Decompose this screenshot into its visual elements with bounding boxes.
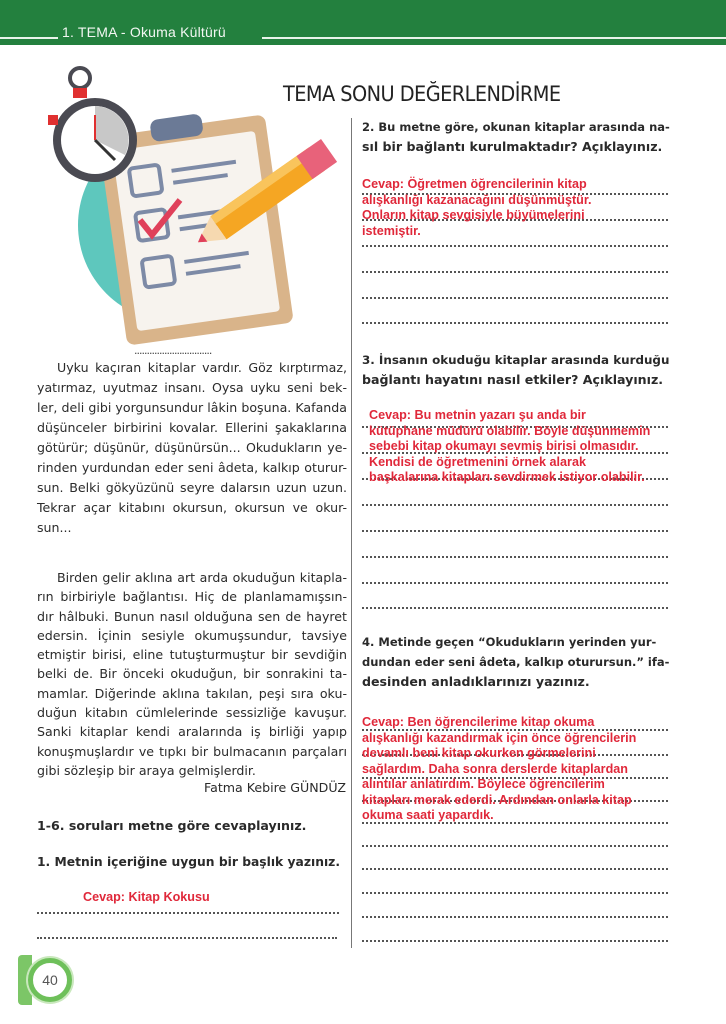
question-text: bağlantı hayatını nasıl etkiler? Açıklayınız. — [362, 372, 664, 387]
text-line: belki de. Bir önceki okuduğun, bir sonrakini ta- — [37, 666, 347, 682]
answer-line[interactable] — [362, 245, 668, 247]
text-title-blank: ............................... — [134, 344, 212, 357]
text-line: Birden gelir aklına art arda okuduğun kitapla- — [57, 570, 347, 585]
answer-text: Cevap: Öğretmen öğrencilerinin kitap — [362, 177, 587, 191]
answer-line[interactable] — [362, 916, 668, 918]
text-line: düşünceler birbirini kovalar. Ellerini şakaklarına — [37, 420, 347, 435]
answer-text: kütüphane müdürü olabilir. Böyle düşünmemin — [369, 423, 651, 438]
answer-text: alışkanlığı kazandırmak için önce öğrencilerin — [362, 730, 637, 745]
question-text: 1. Metnin içeriğine uygun bir başlık yazınız. — [37, 855, 341, 869]
text-line: mamlar. Diğerinde aklına takılan, peşi sıra oku- — [37, 685, 347, 701]
text-line: Sanki kitaplar kendi aralarında iş birliği yapıp — [37, 724, 347, 740]
answer-text: sağlardım. Daha sonra derslerde kitaplardan — [362, 761, 628, 776]
answer-text: Cevap: Kitap Kokusu — [83, 890, 210, 904]
text-line: yatırmaz, uyutmaz insanı. Oysa uyku seni bek- — [37, 380, 347, 395]
answer-line[interactable] — [362, 868, 668, 870]
question-4 — [362, 632, 669, 692]
column-divider — [351, 118, 352, 948]
answer-text: başkalarına kitapları sevdirmek istiyor olabilir. — [369, 470, 645, 484]
text-line: sun. Belki gökyüzünü seyre dalarsın uzun uzun. — [37, 480, 347, 495]
answer-text: devamlı beni kitap okurken görmelerini — [362, 746, 596, 760]
answer-2[interactable] — [362, 177, 592, 239]
answer-line[interactable] — [362, 322, 668, 324]
answer-line[interactable] — [362, 530, 668, 532]
question-text: sıl bir bağlantı kurulmaktadır? Açıklayınız. — [362, 139, 663, 154]
answer-text: sebebi kitap okumayı sevmiş birisi olmasıdır. — [369, 439, 639, 453]
question-text: 3. İnsanın okuduğu kitaplar arasında kurduğu — [362, 353, 670, 367]
header-rule-right — [262, 37, 726, 39]
page-title: TEMA SONU DEĞERLENDİRME — [283, 82, 561, 106]
answer-text: alışkanlığı kazanacağını düşünmüştür. — [362, 192, 592, 207]
instructions — [37, 816, 306, 836]
answer-line[interactable] — [37, 912, 339, 914]
stopwatch-icon — [48, 68, 137, 182]
question-2 — [362, 117, 670, 157]
answer-3[interactable] — [369, 408, 650, 486]
text-line: dır hâlbuki. Bunun nasıl olduğuna sen de hayret — [37, 608, 347, 624]
answer-line[interactable] — [362, 940, 668, 942]
text-line: duğun kitabın cümlelerinde sessizliğe kavuşur. — [37, 705, 347, 721]
text-line: konuşmuşlardır ve tıpkı bir bulmacanın parçaları — [37, 743, 347, 759]
answer-line[interactable] — [37, 937, 337, 939]
answer-text: Kendisi de öğretmenini örnek alarak — [369, 454, 586, 469]
header-rule-left — [0, 37, 58, 39]
question-text: desinden anladıklarınızı yazınız. — [362, 674, 590, 689]
answer-text: istemiştir. — [362, 223, 421, 238]
answer-line[interactable] — [362, 556, 668, 558]
question-text: 4. Metinde geçen “Okudukların yerinden yur- — [362, 635, 657, 649]
question-1 — [37, 852, 340, 872]
page-number: 40 — [28, 958, 72, 1002]
answer-line[interactable] — [362, 607, 668, 609]
answer-line[interactable] — [362, 271, 668, 273]
text-line: Tekrar açar kitabını okursun, okursun ve okur- — [37, 500, 347, 515]
text-line: edersin. İçinin sesiyle okumuşsundur, tavsiye — [37, 627, 347, 643]
reading-paragraph-1 — [37, 358, 347, 538]
answer-line[interactable] — [362, 504, 668, 506]
author-name: Fatma Kebire GÜNDÜZ — [204, 780, 346, 795]
answer-4[interactable] — [362, 715, 636, 824]
answer-text: alıntılar anlatırdım. Böylece öğrencilerim — [362, 777, 605, 791]
answer-text: kitapları merak ederdi. Ardından onlarla kitap — [362, 792, 632, 807]
text-line: rinden yurdundan eder seni âdeta, kalkıp oturur- — [37, 460, 347, 475]
answer-line[interactable] — [362, 582, 668, 584]
text-line: Uyku kaçıran kitaplar vardır. Göz kırptırmaz, — [57, 360, 347, 375]
text-line: gibi sözleşip bir araya gelmişlerdir. — [37, 762, 256, 778]
text-line: rın birbiriyle bağlantısı. Hiç de planlamamışsın- — [37, 589, 347, 605]
question-text: 2. Bu metne göre, okunan kitaplar arasında na- — [362, 120, 670, 134]
text-line: sun... — [37, 520, 72, 535]
answer-text: Onların kitap sevgisiyle büyümelerini — [362, 208, 585, 222]
answer-text: okuma saati yapardık. — [362, 808, 494, 822]
text-line: götürür; düşünür, düşünürsün... Okudukların ye- — [37, 440, 347, 455]
text-line: ler, deli gibi yorgunsundur lâkin boşuna. Kafanda — [37, 400, 347, 415]
answer-line[interactable] — [362, 845, 668, 847]
answer-text: Cevap: Bu metnin yazarı şu anda bir — [369, 408, 586, 422]
answer-text: Cevap: Ben öğrencilerime kitap okuma — [362, 715, 595, 729]
reading-paragraph-2 — [37, 568, 347, 780]
text-line: etmiştir birisi, eline tutuşturmuştur bir sevdiğin — [37, 647, 347, 663]
answer-line[interactable] — [362, 297, 668, 299]
instructions-text: 1-6. soruları metne göre cevaplayınız. — [37, 818, 307, 833]
answer-line[interactable] — [362, 892, 668, 894]
question-3 — [362, 350, 669, 390]
question-text: dundan eder seni âdeta, kalkıp oturursun.” ifa- — [362, 655, 670, 669]
chapter-title: 1. TEMA - Okuma Kültürü — [62, 24, 226, 40]
answer-1[interactable] — [83, 890, 210, 906]
